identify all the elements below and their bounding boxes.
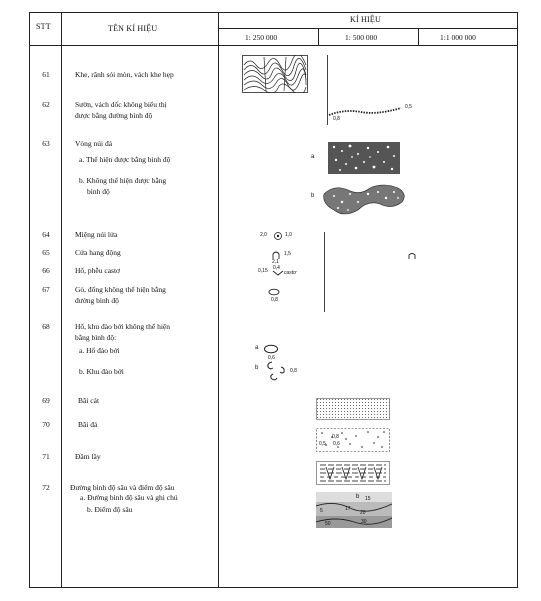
variant-label: b	[311, 193, 315, 199]
dimension-label: 0,5	[319, 441, 326, 447]
dimension-label: 0,8	[332, 434, 339, 440]
symbol-subitem: a. Thể hiện được bằng bình độ	[79, 155, 171, 164]
symbol-name: Miệng núi lửa	[75, 230, 118, 239]
header-group: KÍ HIỆU	[350, 15, 381, 24]
subheader-divider	[218, 28, 518, 29]
symbol-name: Hố, phễu castơ	[75, 266, 120, 275]
row-number: 66	[42, 266, 50, 275]
table-border-top	[29, 12, 518, 13]
karst-funnel-icon	[272, 270, 284, 276]
symbol-subitem: b. Điểm độ sâu	[87, 505, 133, 514]
header-stt: STT	[36, 22, 51, 31]
header-scale-500000: 1: 500 000	[345, 33, 378, 42]
dimension-label: 0,4	[273, 265, 280, 271]
stt-column-divider	[61, 12, 62, 588]
depth-value: 30	[361, 519, 367, 525]
scale-column-divider-2	[418, 28, 419, 46]
dimension-label: 1,5	[284, 251, 291, 257]
dimension-label: 2,0	[260, 232, 267, 238]
scale-column-divider-1	[318, 28, 319, 46]
dimension-label: 0,5	[405, 104, 412, 110]
variant-label: a	[255, 345, 259, 351]
symbol-subitem: b. Không thể hiện được bằng	[79, 176, 167, 185]
row-number: 70	[42, 420, 50, 429]
dimension-label: 0,8	[290, 368, 297, 374]
excavation-area-icon	[264, 360, 288, 382]
symbol-name: đường bình độ	[75, 296, 119, 305]
variant-label: a	[311, 154, 315, 160]
row-number: 71	[42, 452, 50, 461]
header-name: TÊN KÍ HIỆU	[108, 24, 158, 33]
dimension-label: 0,15	[258, 268, 268, 274]
row-number: 68	[42, 322, 50, 331]
symbol-name: Đường bình độ sâu và điểm độ sâu	[70, 483, 175, 492]
row-number: 67	[42, 285, 50, 294]
row-number: 62	[42, 100, 50, 109]
mound-icon	[268, 288, 280, 296]
dimension-label: 0,6	[268, 355, 275, 361]
symbol-name: Bãi cát	[78, 396, 100, 405]
symbol-subitem: b. Khu đào bới	[79, 367, 124, 376]
row-number: 72	[42, 483, 50, 492]
variant-label: b	[356, 494, 360, 500]
symbol-subitem: a. Hố đào bới	[79, 346, 120, 355]
symbol-name: Hố, khu đào bới không thể hiện	[75, 322, 170, 331]
dimension-label: 0,8	[271, 297, 278, 303]
row-number: 63	[42, 139, 50, 148]
depth-value: 17	[345, 506, 351, 512]
header-scale-1000000: 1:1 000 000	[440, 33, 476, 42]
symbol-name: Khe, rãnh sói mòn, vách khe hẹp	[75, 70, 174, 79]
volcano-crater-icon	[273, 231, 283, 241]
depth-value: 50	[325, 521, 331, 527]
swamp-pattern	[316, 461, 390, 485]
dimension-label: 0,6	[333, 441, 340, 447]
row-number: 69	[42, 396, 50, 405]
dimension-label: 2,1	[272, 259, 279, 265]
table-border-left	[29, 12, 30, 588]
rock-ring-symbol-b	[322, 180, 408, 218]
dimension-label: 1,0	[285, 232, 292, 238]
sand-pattern	[316, 398, 390, 420]
depth-value: 15	[365, 496, 371, 502]
symbol-name: Gò, đống không thể hiện bằng	[75, 285, 166, 294]
gully-symbol	[242, 55, 308, 93]
symbol-name: bằng bình độ:	[75, 333, 117, 342]
row-number: 65	[42, 248, 50, 257]
symbol-name: Sườn, vách dốc không biểu thị	[75, 100, 167, 109]
cave-entrance-icon-small	[408, 252, 416, 260]
depth-value: 20	[360, 510, 366, 516]
symbol-name: Cửa hang động	[75, 248, 121, 257]
table-border-bottom	[29, 587, 518, 588]
stony-ground-pattern	[316, 428, 390, 452]
header-divider	[29, 45, 518, 46]
table-border-right	[517, 12, 518, 588]
symbol-name: được bằng đường bình độ	[75, 111, 153, 120]
symbol-subitem: a. Đường bình độ sâu và ghi chú	[80, 493, 178, 502]
rock-ring-symbol-a	[328, 142, 400, 174]
row-number: 61	[42, 70, 50, 79]
symbol-name: Vòng núi đá	[75, 139, 113, 148]
symbol-subitem: bình độ	[87, 187, 110, 196]
header-scale-250000: 1: 250 000	[245, 33, 278, 42]
name-column-divider	[218, 12, 219, 588]
excavation-pit-icon	[263, 344, 279, 354]
depth-value: 5	[320, 508, 323, 514]
dimension-label: 0,8	[333, 116, 340, 122]
symbol-name: Bãi đá	[78, 420, 98, 429]
castor-label: castơ	[284, 270, 297, 276]
scale-guide-line-2	[324, 232, 325, 312]
row-number: 64	[42, 230, 50, 239]
variant-label: b	[255, 365, 259, 371]
symbol-name: Đầm lầy	[75, 452, 101, 461]
